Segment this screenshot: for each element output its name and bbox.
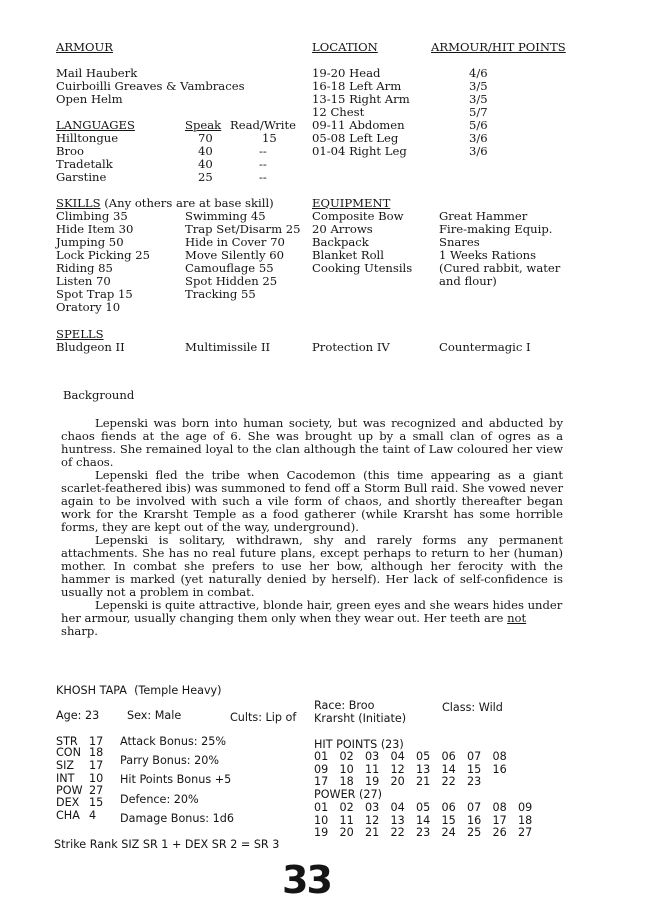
power-point-box: 17 — [492, 813, 507, 827]
equipment-item: Blanket Roll — [312, 248, 384, 262]
equipment-item: Cooking Utensils — [312, 261, 413, 275]
power-point-box: 10 — [314, 813, 329, 827]
language-speak: 40 — [198, 144, 213, 158]
power-point-box: 21 — [365, 826, 380, 839]
skills-note: (Any others are at base skill) — [104, 196, 274, 210]
armour-points-value: 5/7 — [469, 105, 488, 119]
power-point-box: 20 — [339, 826, 354, 839]
bonus-item: Hit Points Bonus +5 — [120, 773, 232, 786]
power-point-box: 22 — [390, 826, 405, 839]
equipment-item: Fire-making Equip. — [439, 222, 553, 236]
equipment-item: Composite Bow — [312, 209, 404, 223]
hit-point-box: 20 — [390, 775, 405, 788]
armour-points-value: 3/5 — [469, 79, 488, 93]
power-point-box: 18 — [518, 813, 533, 827]
stat-label: STR — [56, 735, 78, 748]
skill-item: Spot Hidden 25 — [185, 274, 278, 288]
power-point-box: 24 — [441, 826, 456, 839]
location-row: 09-11 Abdomen — [312, 118, 405, 132]
background-heading: Background — [63, 388, 135, 402]
language-rw: -- — [259, 144, 267, 158]
background-paragraph: Lepenski fled the tribe when Cacodemon (this time appearing as a giant scarlet-feathered ibis) was summoned to fend off a Storm Bull raid. She vowed never again to be involved with such a vile form of chaos, and shortly thereafter began work for the Krarsht Temple as a food gatherer (while Krarsht has some horrible forms, they are kept out of the way, underground). — [61, 468, 563, 534]
equipment-header: EQUIPMENT — [312, 196, 391, 210]
stat-value: 17 — [89, 735, 104, 748]
language-name: Garstine — [56, 170, 107, 184]
equipment-item: (Cured rabbit, water — [439, 261, 561, 275]
power-point-box: 15 — [441, 813, 456, 827]
hit-point-box: 21 — [416, 775, 431, 788]
emphasis-not: not — [507, 611, 527, 625]
language-speak: 70 — [198, 131, 213, 145]
hit-point-box: 06 — [441, 750, 456, 763]
skill-item: Climbing 35 — [56, 209, 128, 223]
skill-item: Camouflage 55 — [185, 261, 274, 275]
location-row: 19-20 Head — [312, 66, 381, 80]
armour-points-value: 5/6 — [469, 118, 488, 132]
skill-item: Listen 70 — [56, 274, 111, 288]
stat-value: 18 — [89, 746, 104, 759]
power-point-box: 01 — [314, 801, 329, 814]
spells-header: SPELLS — [56, 327, 104, 341]
armour-points-value: 4/6 — [469, 66, 488, 80]
equipment-item: Great Hammer — [439, 209, 528, 223]
armour-item: Cuirboilli Greaves & Vambraces — [56, 79, 245, 93]
background-paragraph-text: Lepenski is quite attractive, blonde hair, green eyes and she wears hides under her armour, usually changing them only when they wear out. Her teeth are — [61, 598, 563, 625]
skills-header: SKILLS — [56, 196, 101, 210]
power-point-box: 25 — [467, 826, 482, 839]
language-rw: -- — [259, 157, 267, 171]
bonus-item: Damage Bonus: 1d6 — [120, 812, 234, 825]
armour-points-value: 3/5 — [469, 92, 488, 106]
language-rw: 15 — [262, 131, 277, 145]
language-speak: 25 — [198, 170, 213, 184]
equipment-item: Snares — [439, 235, 480, 249]
spell-item: Multimissile II — [185, 340, 271, 354]
armour-points-value: 3/6 — [469, 131, 488, 145]
page-number: 33 — [282, 858, 331, 902]
power-point-box: 04 — [390, 801, 405, 814]
hit-point-box: 14 — [441, 762, 456, 776]
bonus-item: Parry Bonus: 20% — [120, 754, 219, 767]
equipment-item: 20 Arrows — [312, 222, 373, 236]
hit-point-box: 01 — [314, 750, 329, 763]
stat-label: DEX — [56, 796, 80, 809]
equipment-item: Backpack — [312, 235, 369, 249]
armour-points-value: 3/6 — [469, 144, 488, 158]
skill-item: Hide in Cover 70 — [185, 235, 285, 249]
language-speak: 40 — [198, 157, 213, 171]
hit-point-box: 13 — [416, 762, 431, 776]
location-row: 16-18 Left Arm — [312, 79, 402, 93]
language-name: Hilltongue — [56, 131, 119, 145]
skill-item: Oratory 10 — [56, 300, 121, 314]
hit-point-box: 03 — [365, 750, 380, 763]
stat-value: 27 — [89, 784, 104, 797]
power-point-box: 03 — [365, 801, 380, 814]
skill-item: Tracking 55 — [185, 287, 256, 301]
stat-value: 10 — [89, 772, 104, 785]
power-point-box: 05 — [416, 801, 431, 814]
location-header: LOCATION — [312, 40, 378, 54]
power-point-box: 14 — [416, 813, 431, 827]
hit-point-box: 04 — [390, 750, 405, 763]
spell-item: Bludgeon II — [56, 340, 125, 354]
spell-item: Countermagic I — [439, 340, 531, 354]
location-row: 12 Chest — [312, 105, 365, 119]
power-point-box: 27 — [518, 826, 533, 839]
background-text — [61, 417, 563, 638]
background-paragraph: Lepenski is solitary, withdrawn, shy and rarely forms any permanent attachments. She has no real future plans, except perhaps to return to her (human) mother. In combat she prefers to use her bow, although her ferocity with the hammer is marked (yet naturally denied by herself). Her lack of self-confidence is usually not a problem in combat. — [61, 533, 563, 599]
location-row: 13-15 Right Arm — [312, 92, 410, 106]
location-row: 05-08 Left Leg — [312, 131, 399, 145]
skill-item: Lock Picking 25 — [56, 248, 150, 262]
language-name: Tradetalk — [56, 157, 113, 171]
hit-point-box: 18 — [339, 775, 354, 788]
language-name: Broo — [56, 144, 85, 158]
stat-label: INT — [56, 772, 75, 785]
location-row: 01-04 Right Leg — [312, 144, 407, 158]
power-point-box: 11 — [339, 813, 354, 827]
npc-cults-value: Krarsht (Initiate) — [314, 712, 407, 725]
stat-label: SIZ — [56, 759, 75, 772]
hit-point-box: 19 — [365, 775, 380, 788]
hit-point-box: 23 — [467, 775, 482, 788]
hit-point-box: 05 — [416, 750, 431, 763]
power-point-box: 06 — [441, 801, 456, 814]
power-point-box: 13 — [390, 813, 405, 827]
npc-sex: Sex: Male — [127, 709, 182, 722]
hit-point-box: 09 — [314, 762, 329, 776]
power-point-box: 19 — [314, 826, 329, 839]
armour-item: Open Helm — [56, 92, 123, 106]
stat-label: POW — [56, 784, 83, 797]
spell-item: Protection IV — [312, 340, 390, 354]
power-point-box: 09 — [518, 801, 533, 814]
power-point-box: 12 — [365, 813, 380, 827]
npc-age: Age: 23 — [56, 709, 100, 722]
npc-subtitle: (Temple Heavy) — [134, 684, 222, 697]
hit-point-box: 12 — [390, 762, 405, 776]
skill-item: Swimming 45 — [185, 209, 266, 223]
power-point-box: 23 — [416, 826, 431, 839]
npc-name: KHOSH TAPA — [56, 684, 127, 697]
npc-class: Class: Wild — [442, 701, 503, 714]
background-paragraph-tail: sharp. — [61, 624, 98, 638]
npc-title — [56, 684, 222, 697]
languages-rw-header: Read/Write — [230, 118, 296, 132]
skill-item: Hide Item 30 — [56, 222, 134, 236]
armour-item: Mail Hauberk — [56, 66, 138, 80]
armour-header: ARMOUR — [56, 40, 113, 54]
languages-header: LANGUAGES — [56, 118, 135, 132]
power-point-box: 07 — [467, 801, 482, 814]
skill-item: Jumping 50 — [56, 235, 124, 249]
skill-item: Move Silently 60 — [185, 248, 284, 262]
hit-points-label: HIT POINTS (23) — [314, 738, 404, 751]
skill-item: Riding 85 — [56, 261, 113, 275]
skill-item: Trap Set/Disarm 25 — [185, 222, 301, 236]
skill-item: Spot Trap 15 — [56, 287, 133, 301]
armour-points-header: ARMOUR/HIT POINTS — [431, 40, 566, 54]
strike-rank: Strike Rank SIZ SR 1 + DEX SR 2 = SR 3 — [54, 838, 280, 851]
equipment-item: and flour) — [439, 274, 497, 288]
power-point-box: 26 — [492, 826, 507, 839]
power-point-box: 08 — [492, 801, 507, 814]
languages-speak-header: Speak — [185, 118, 222, 132]
hit-point-box: 15 — [467, 762, 482, 776]
background-paragraph — [61, 599, 563, 638]
bonus-item: Defence: 20% — [120, 793, 199, 806]
power-label: POWER (27) — [314, 788, 382, 801]
hit-point-box: 02 — [339, 750, 354, 763]
power-point-box: 16 — [467, 813, 482, 827]
stat-label: CHA — [56, 809, 80, 822]
stat-value: 17 — [89, 759, 104, 772]
stat-value: 15 — [89, 796, 104, 809]
power-point-box: 02 — [339, 801, 354, 814]
hit-point-box: 22 — [441, 775, 456, 788]
hit-point-box: 07 — [467, 750, 482, 763]
hit-point-box: 11 — [365, 762, 380, 776]
background-paragraph: Lepenski was born into human society, but was recognized and abducted by chaos fiends at the age of 6. She was brought up by a small clan of ogres as a huntress. She remained loyal to the clan although the taint of Law coloured her view of chaos. — [61, 416, 563, 469]
bonus-item: Attack Bonus: 25% — [120, 735, 226, 748]
hit-point-box: 08 — [492, 750, 507, 763]
language-rw: -- — [259, 170, 267, 184]
npc-race: Race: Broo — [314, 699, 375, 712]
npc-cults-label: Cults: Lip of — [230, 711, 297, 724]
hit-point-box: 16 — [492, 762, 507, 776]
stat-label: CON — [56, 746, 81, 759]
equipment-item: 1 Weeks Rations — [439, 248, 537, 262]
hit-point-box: 10 — [339, 762, 354, 776]
hit-point-box: 17 — [314, 775, 329, 788]
stat-value: 4 — [89, 809, 97, 822]
